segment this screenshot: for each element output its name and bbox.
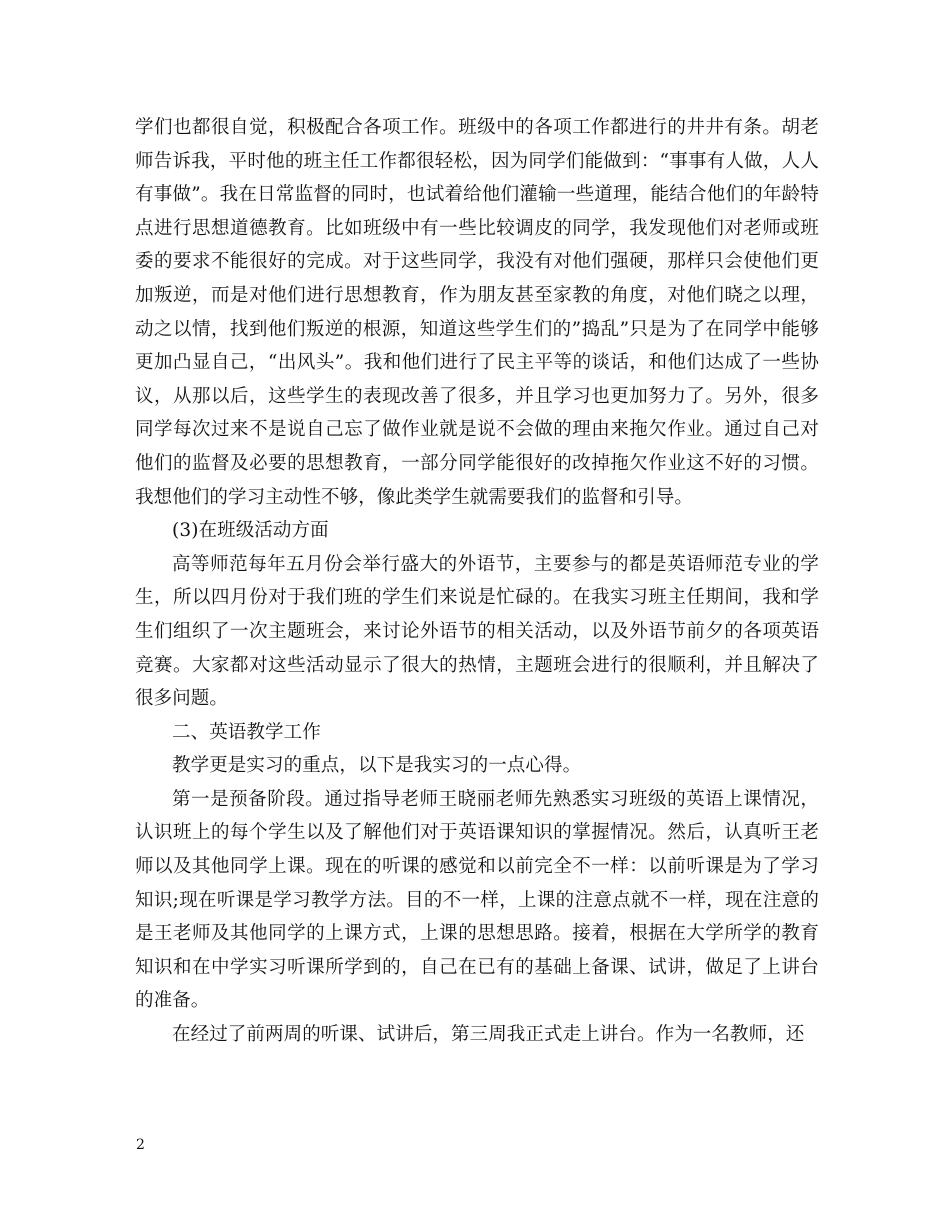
heading-class-activities: (3)在班级活动方面 [172, 520, 329, 542]
heading-english-teaching: 二、英语教学工作 [172, 721, 321, 743]
paragraph-foreign-language-festival: 高等师范每年五月份会举行盛大的外语节，主要参与的都是英语师范专业的学生，所以四月份对于我们班的学生们来说是忙碌的。在我实习班主任期间，我和学生们组织了一次主题班会，来讨论外语节的相关活动，以及外语节前夕的各项英语竞赛。大家都对这些活动显示了很大的热情，主题班会进行的很顺利，并且解决了很多问题。 [135, 553, 819, 710]
paragraph-preparation-stage: 第一是预备阶段。通过指导老师王晓丽老师先熟悉实习班级的英语上课情况，认识班上的每个学生以及了解他们对于英语课知识的掌握情况。然后，认真听王老师以及其他同学上课。现在的听课的感觉和以前完全不一样：以前听课是为了学习知识;现在听课是学习教学方法。目的不一样，上课的注意点就不一样，现在注意的是王老师及其他同学的上课方式，上课的思想思路。接着，根据在大学所学的教育知识和在中学实习听课所学到的，自己在已有的基础上备课、试讲，做足了上讲台的准备。 [135, 788, 819, 1012]
paragraph-class-management: 学们也都很自觉，积极配合各项工作。班级中的各项工作都进行的井井有条。胡老师告诉我，平时他的班主任工作都很轻松，因为同学们能做到：“事事有人做，人人有事做”。我在日常监督的同时，也试着给他们灌输一些道理，能结合他们的年龄特点进行思想道德教育。比如班级中有一些比较调皮的同学，我发现他们对老师或班委的要求不能很好的完成。对于这些同学，我没有对他们强硬，那样只会使他们更加叛逆，而是对他们进行思想教育，作为朋友甚至家教的角度，对他们晓之以理，动之以情，找到他们叛逆的根源，知道这些学生们的”捣乱”只是为了在同学中能够更加凸显自己，“出风头”。我和他们进行了民主平等的谈话，和他们达成了一些协议，从那以后，这些学生的表现改善了很多，并且学习也更加努力了。另外，很多同学每次过来不是说自己忘了做作业就是说不会做的理由来拖欠作业。通过自己对他们的监督及必要的思想教育，一部分同学能很好的改掉拖欠作业这不好的习惯。我想他们的学习主动性不够，像此类学生就需要我们的监督和引导。 [135, 117, 819, 508]
document-body [135, 111, 819, 1052]
page-number: 2 [136, 1137, 145, 1153]
paragraph-teaching-intro: 教学更是实习的重点，以下是我实习的一点心得。 [172, 755, 582, 777]
paragraph-teaching-start: 在经过了前两周的听课、试讲后，第三周我正式走上讲台。作为一名教师，还 [172, 1024, 805, 1046]
